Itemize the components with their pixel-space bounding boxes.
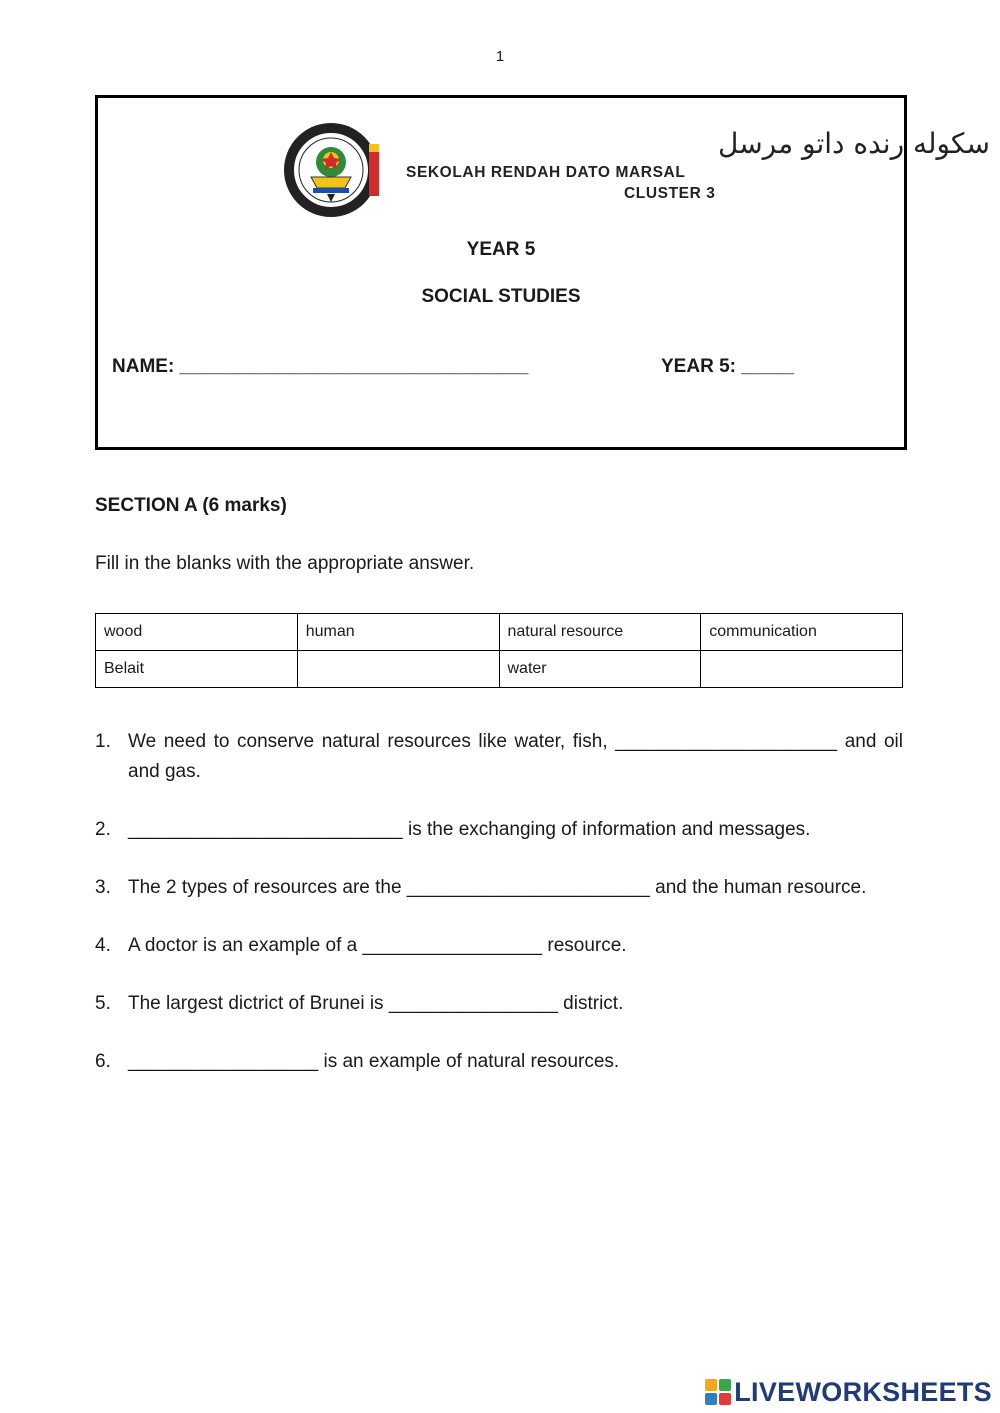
word-bank-cell xyxy=(701,651,903,688)
question-number: 5. xyxy=(95,993,111,1014)
page-number: 1 xyxy=(495,48,505,65)
word-bank-cell: wood xyxy=(96,614,298,651)
question-number: 3. xyxy=(95,877,111,898)
liveworksheets-logo-icon xyxy=(705,1379,731,1405)
name-field[interactable]: NAME: _________________________________ xyxy=(112,356,529,377)
instruction-text: Fill in the blanks with the appropriate answer. xyxy=(95,553,475,574)
question-text[interactable]: The largest dictrict of Brunei is ________________ district. xyxy=(128,993,624,1014)
question-text[interactable]: __________________ is an example of natural resources. xyxy=(128,1051,620,1072)
word-bank-table xyxy=(95,613,903,688)
word-bank-cell: human xyxy=(297,614,499,651)
liveworksheets-brand xyxy=(705,1375,992,1409)
question-4 xyxy=(95,931,903,961)
word-bank-cell: water xyxy=(499,651,701,688)
question-text[interactable]: __________________________ is the exchanging of information and messages. xyxy=(128,819,811,840)
question-text[interactable]: A doctor is an example of a _________________ resource. xyxy=(128,935,627,956)
word-bank-cell xyxy=(297,651,499,688)
header-box xyxy=(95,95,990,450)
word-bank-cell: communication xyxy=(701,614,903,651)
question-number: 1. xyxy=(95,731,111,752)
word-bank-cell: Belait xyxy=(96,651,298,688)
question-5 xyxy=(95,989,903,1019)
question-6 xyxy=(95,1047,903,1077)
section-title: SECTION A (6 marks) xyxy=(95,495,287,516)
year-title: YEAR 5 xyxy=(466,239,536,260)
question-2 xyxy=(95,815,903,845)
subject-title: SOCIAL STUDIES xyxy=(421,286,581,307)
jawi-school-name xyxy=(404,126,990,160)
question-text[interactable]: The 2 types of resources are the _______________________ and the human resource. xyxy=(128,877,867,898)
question-number: 6. xyxy=(95,1051,111,1072)
svg-text:سكوله رنده داتو مرسل: سكوله رنده داتو مرسل xyxy=(718,127,990,160)
word-bank-cell: natural resource xyxy=(499,614,701,651)
table-row xyxy=(96,614,903,651)
question-list xyxy=(95,727,903,1105)
cluster-label: CLUSTER 3 xyxy=(624,185,716,202)
school-name: SEKOLAH RENDAH DATO MARSAL xyxy=(406,164,686,181)
liveworksheets-text: LIVEWORKSHEETS xyxy=(734,1376,992,1407)
year-class-field[interactable]: YEAR 5: _____ xyxy=(661,356,795,377)
question-3 xyxy=(95,873,903,903)
question-text[interactable]: We need to conserve natural resources like water, fish, _____________________ and oil and gas. xyxy=(128,731,903,782)
question-number: 4. xyxy=(95,935,111,956)
table-row xyxy=(96,651,903,688)
question-1 xyxy=(95,727,903,787)
question-number: 2. xyxy=(95,819,111,840)
school-logo-icon xyxy=(283,122,387,214)
